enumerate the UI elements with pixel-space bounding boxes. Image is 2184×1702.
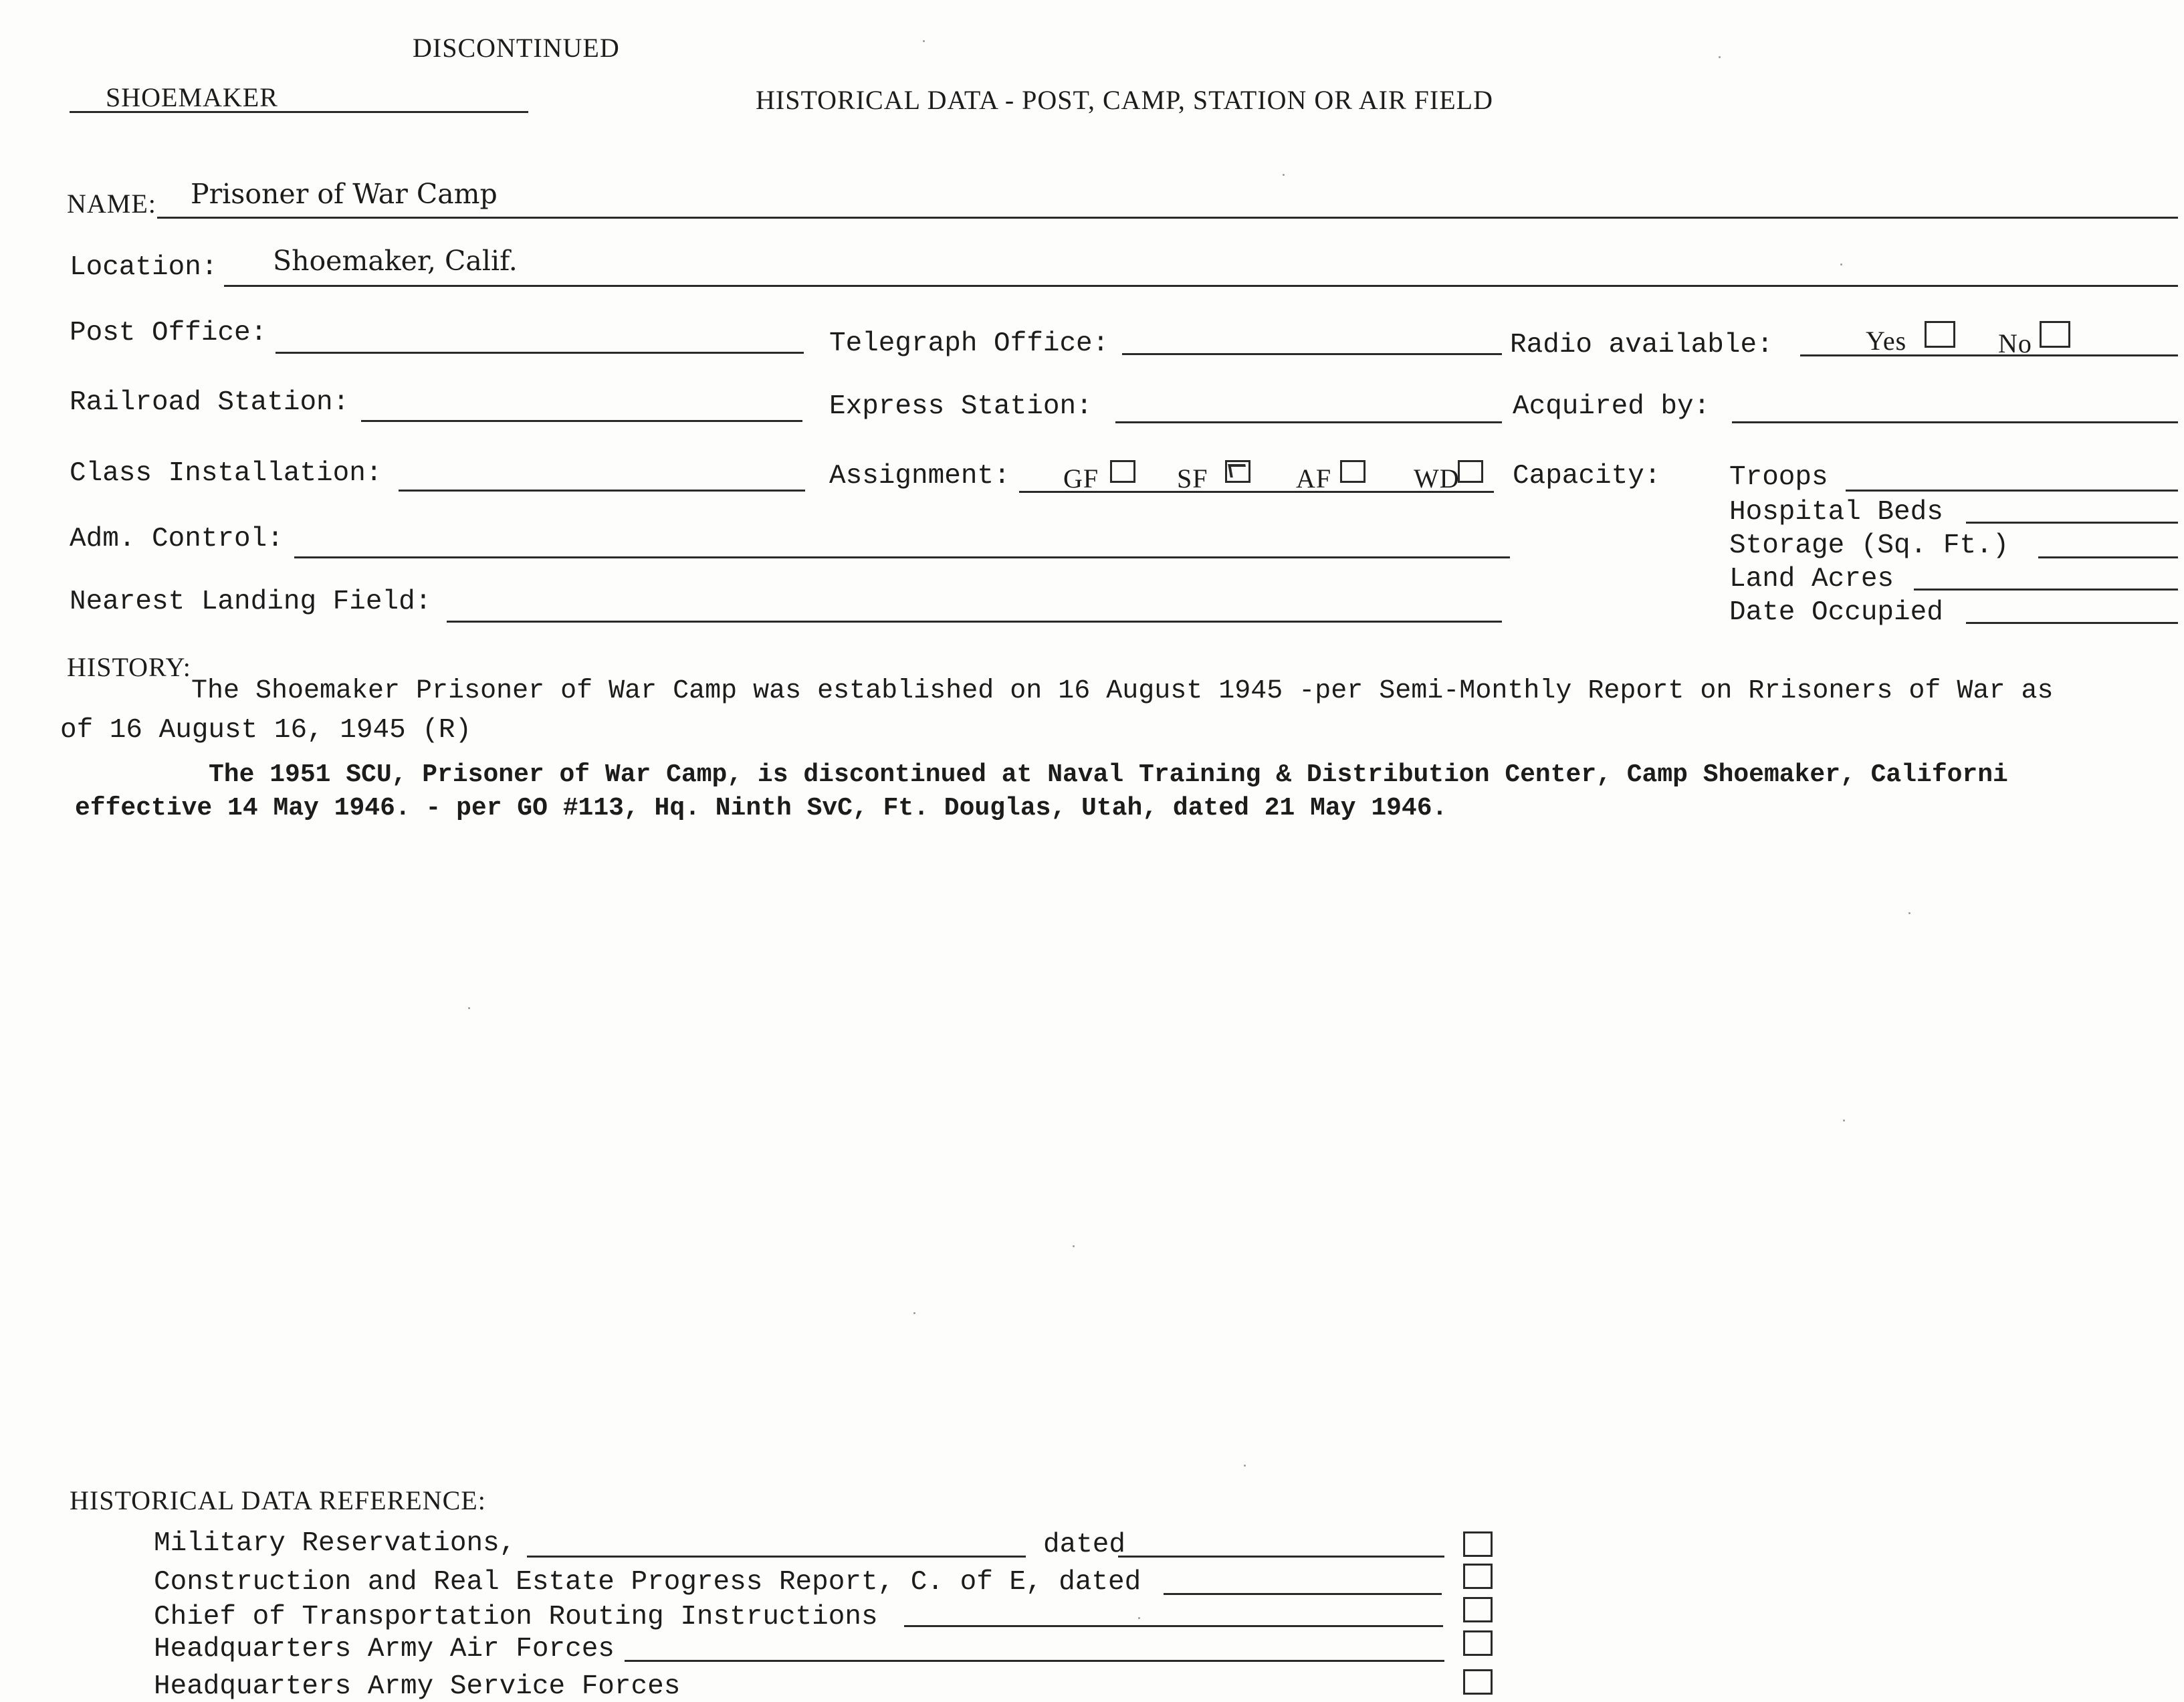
ref-aaf-checkbox[interactable]	[1463, 1630, 1493, 1656]
railroad-line[interactable]	[361, 420, 802, 422]
ref-aaf-line[interactable]	[625, 1660, 1444, 1662]
station-name: SHOEMAKER	[106, 82, 278, 112]
scan-speck	[1244, 1465, 1246, 1467]
scan-speck	[1840, 263, 1842, 265]
history-p1-line2: of 16 August 16, 1945 (R)	[60, 715, 472, 746]
acquired-line[interactable]	[1732, 421, 2178, 423]
scan-speck	[1073, 1245, 1075, 1247]
ref-military-line[interactable]	[527, 1556, 1026, 1558]
scan-speck	[1283, 174, 1285, 176]
name-value[interactable]: Prisoner of War Camp	[191, 178, 498, 210]
ref-aaf-label: Headquarters Army Air Forces	[154, 1634, 615, 1665]
ref-transport-checkbox[interactable]	[1463, 1597, 1493, 1622]
assign-af-label: AF	[1296, 463, 1332, 494]
assignment-label: Assignment:	[829, 461, 1010, 492]
station-name-underline	[70, 111, 528, 113]
radio-line	[1800, 354, 2178, 356]
capacity-hospital-label: Hospital Beds	[1729, 497, 1943, 528]
scan-speck	[1719, 56, 1721, 58]
assign-sf-label: SF	[1177, 463, 1208, 494]
capacity-hospital-line[interactable]	[1966, 522, 2178, 524]
scan-speck	[923, 40, 925, 42]
ref-asf-checkbox[interactable]	[1463, 1669, 1493, 1695]
capacity-date-label: Date Occupied	[1729, 597, 1943, 628]
assign-wd-checkbox[interactable]	[1458, 460, 1483, 483]
radio-no-checkbox[interactable]	[2040, 321, 2070, 348]
ref-construction-label: Construction and Real Estate Progress Report, C. of E, dated	[154, 1567, 1141, 1598]
landing-field-label: Nearest Landing Field:	[70, 587, 432, 617]
capacity-storage-label: Storage (Sq. Ft.)	[1729, 530, 2009, 561]
history-p1-line1: The Shoemaker Prisoner of War Camp was established on 16 August 1945 -per Semi-Monthly Report on Rrisoners of War as	[191, 676, 2054, 706]
landing-field-line[interactable]	[447, 621, 1502, 623]
ref-transport-label: Chief of Transportation Routing Instructions	[154, 1602, 878, 1632]
railroad-label: Railroad Station:	[70, 387, 350, 418]
location-value[interactable]: Shoemaker, Calif.	[273, 245, 518, 277]
radio-no-label: No	[1998, 328, 2032, 358]
form-title: HISTORICAL DATA - POST, CAMP, STATION OR AIR FIELD	[756, 85, 1493, 115]
history-p2-line1: The 1951 SCU, Prisoner of War Camp, is discontinued at Naval Training & Distribution Center, Camp Shoemaker, Californi	[209, 760, 2008, 789]
scan-speck	[913, 1312, 915, 1314]
capacity-land-label: Land Acres	[1729, 564, 1894, 595]
reference-label: HISTORICAL DATA REFERENCE:	[70, 1485, 486, 1515]
location-label: Location:	[70, 252, 218, 283]
class-installation-label: Class Installation:	[70, 458, 383, 489]
class-installation-line[interactable]	[399, 490, 805, 492]
ref-military-checkbox[interactable]	[1463, 1531, 1493, 1557]
ref-construction-line[interactable]	[1164, 1593, 1442, 1595]
name-label: NAME:	[67, 189, 156, 219]
name-line	[157, 217, 2178, 219]
history-p2-line2: effective 14 May 1946. - per GO #113, Hq. Ninth SvC, Ft. Douglas, Utah, dated 21 May 1946.	[75, 794, 1448, 823]
scan-speck	[468, 1007, 470, 1009]
ref-transport-line[interactable]	[904, 1625, 1443, 1627]
location-line	[224, 285, 2178, 287]
assign-gf-label: GF	[1063, 463, 1099, 494]
scan-speck	[1138, 1617, 1140, 1619]
ref-military-label: Military Reservations,	[154, 1528, 516, 1559]
capacity-storage-line[interactable]	[2038, 556, 2178, 558]
post-office-label: Post Office:	[70, 318, 267, 348]
post-office-line[interactable]	[276, 352, 804, 354]
capacity-troops-line[interactable]	[1846, 490, 2178, 492]
radio-yes-checkbox[interactable]	[1925, 321, 1955, 348]
scan-speck	[1843, 1120, 1845, 1122]
ref-military-dated: dated	[1043, 1529, 1126, 1560]
adm-control-line[interactable]	[294, 556, 1510, 558]
scan-speck	[1908, 912, 1910, 914]
capacity-date-line[interactable]	[1966, 622, 2178, 624]
assign-af-checkbox[interactable]	[1340, 460, 1366, 483]
radio-yes-label: Yes	[1866, 326, 1907, 356]
radio-label: Radio available:	[1510, 330, 1773, 360]
ref-military-dated-line[interactable]	[1118, 1556, 1444, 1558]
telegraph-line[interactable]	[1122, 353, 1502, 355]
express-label: Express Station:	[829, 391, 1093, 422]
capacity-troops-label: Troops	[1729, 462, 1828, 493]
adm-control-label: Adm. Control:	[70, 524, 284, 554]
history-label: HISTORY:	[67, 652, 191, 682]
capacity-label: Capacity:	[1513, 461, 1661, 492]
capacity-land-line[interactable]	[1914, 589, 2178, 591]
assign-gf-checkbox[interactable]	[1110, 460, 1135, 483]
telegraph-label: Telegraph Office:	[829, 328, 1109, 359]
ref-construction-checkbox[interactable]	[1463, 1564, 1493, 1589]
ref-asf-label: Headquarters Army Service Forces	[154, 1671, 681, 1702]
assign-sf-checkbox[interactable]	[1225, 460, 1250, 483]
status-label: DISCONTINUED	[413, 33, 620, 63]
acquired-label: Acquired by:	[1513, 391, 1711, 422]
assign-wd-label: WD	[1414, 463, 1460, 494]
express-line[interactable]	[1115, 421, 1502, 423]
